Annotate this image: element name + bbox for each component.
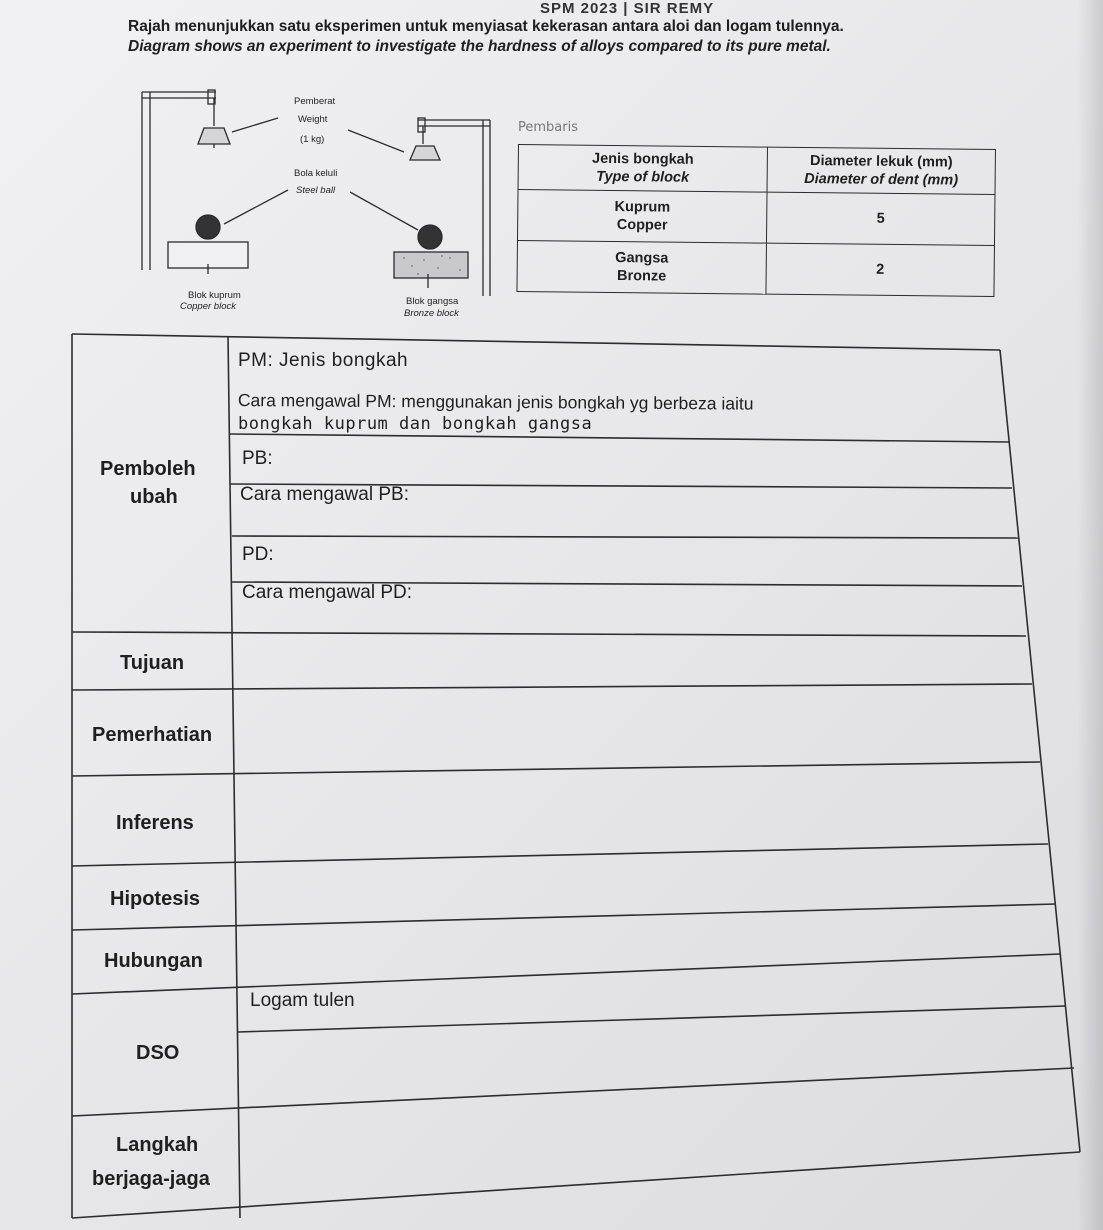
inference-label: Inferens — [116, 812, 194, 834]
row-label-en: Copper — [616, 217, 668, 234]
pd-label: PD: — [242, 544, 274, 565]
col2-header-malay: Diameter lekuk (mm) — [809, 153, 953, 171]
bronze-block-label-en: Bronze block — [404, 308, 459, 319]
ball-label-en: Steel ball — [296, 185, 336, 196]
copper-block-label-en: Copper block — [180, 301, 236, 312]
copper-block-label: Blok kuprum — [188, 290, 241, 301]
pm-label: PM: Jenis bongkah — [238, 350, 409, 371]
pm-control-line1 — [238, 390, 754, 416]
observation-label: Pemerhatian — [92, 724, 213, 746]
dso-pure-metal-label: Logam tulen — [250, 990, 355, 1011]
aim-label: Tujuan — [120, 652, 185, 674]
pb-control-label: Cara mengawal PB: — [240, 484, 409, 505]
col2-header-en: Diameter of dent (mm) — [804, 170, 959, 189]
row-label-malay: Kuprum — [614, 199, 671, 216]
col1-header-malay: Jenis bongkah — [591, 150, 694, 168]
hypothesis-label: Hipotesis — [110, 888, 201, 910]
pm-control-text: Cara mengawal PM: menggunakan jenis bongkah yg berbeza iaitu — [237, 390, 754, 414]
precautions-label-line2: berjaga-jaga — [92, 1168, 210, 1190]
header-strip: SPM 2023 | SIR REMY — [540, 0, 715, 17]
table-value-cell: 2 — [766, 243, 995, 296]
relationship-label: Hubungan — [104, 950, 203, 972]
row-label-en: Bronze — [616, 268, 667, 285]
variables-label-line1: Pemboleh — [100, 458, 196, 480]
handwritten-note: Pembaris — [518, 120, 578, 135]
pm-cell — [238, 350, 408, 372]
dso-label: DSO — [136, 1042, 180, 1064]
pd-control-label: Cara mengawal PD: — [242, 582, 413, 603]
weight-mass: (1 kg) — [300, 134, 325, 145]
weight-label: Pemberat — [294, 96, 336, 107]
question-malay: Rajah menunjukkan satu eksperimen untuk menyiasat kekerasan antara aloi dan logam tulennya. — [128, 18, 844, 35]
pm-control-line2: bongkah kuprum dan bongkah gangsa — [238, 414, 593, 434]
col1-header-en: Type of block — [596, 168, 690, 186]
ball-label: Bola keluli — [294, 168, 338, 179]
question-english: Diagram shows an experiment to investigate the hardness of alloys compared to its pure metal. — [128, 38, 831, 55]
bronze-block-label: Blok gangsa — [406, 296, 459, 307]
row-label-malay: Gangsa — [615, 250, 669, 267]
weight-label-en: Weight — [298, 114, 328, 125]
variables-label-line2: ubah — [130, 486, 178, 508]
precautions-label-line1: Langkah — [116, 1134, 199, 1156]
table-value-cell: 5 — [766, 192, 995, 245]
pb-label: PB: — [242, 448, 273, 469]
